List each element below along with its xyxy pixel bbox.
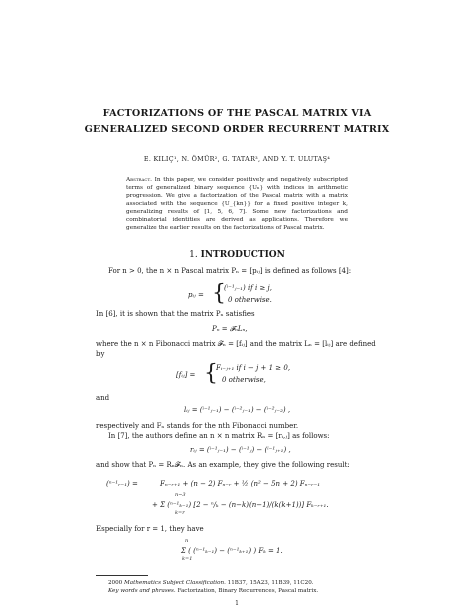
- equation-p-equals-fl: Pₙ = 𝓕ₙLₙ,: [212, 325, 248, 333]
- abstract-label: Abstract.: [126, 177, 153, 183]
- pij-case-2: 0 otherwise.: [228, 296, 272, 304]
- abstract-text: In this paper, we consider positively and negatively subscripted terms of generalized binary sequence {Uₙ} with indices in arithmetic progression. We give a factorization of the Pascal matrix with a matrix associated with the sequence {U_{kn}} for a fixed positive integer k, generalizing results of [1, 5, 6, 7]. Some new factorizations and combinatorial identities are derived as applications. Therefore we generalize the earlier results on the factorizations of Pascal matrix.: [126, 177, 348, 231]
- keywords-label: Key words and phrases.: [108, 588, 176, 594]
- intro-paragraph-7: and show that Pₙ = Rₙ𝓕ₙ. As an example, they give the following result:: [96, 461, 350, 469]
- special-identity: Σ ( (ⁿ⁻¹ₖ₋₁) − (ⁿ⁻¹ₖ₊₁) ) Fₖ = 1.: [181, 547, 283, 555]
- intro-paragraph-3b: by: [96, 350, 105, 358]
- intro-paragraph-1: For n > 0, the n × n Pascal matrix Pₙ = [pᵢⱼ] is defined as follows [4]:: [108, 267, 352, 275]
- result-sum-bottom-limit: k=r: [175, 510, 185, 516]
- equation-rij: rᵢⱼ = (ⁱ⁻¹ⱼ₋₁) − (ⁱ⁻¹ⱼ) − (ⁱ⁻¹ⱼ₊₁) ,: [190, 446, 291, 454]
- result-line-2: + Σ (ⁿ⁻¹ₖ₋₁) [2 − ⁿ/ₖ − (n−k)(n−1)/(k(k+1))] Fₖ₋ᵣ₊₁.: [152, 501, 329, 509]
- paper-title-line-1: FACTORIZATIONS OF THE PASCAL MATRIX VIA: [102, 108, 372, 119]
- page-number: 1: [235, 600, 239, 607]
- fij-case-1: Fᵢ₋ⱼ₊₁ if i − j + 1 ≥ 0,: [216, 364, 291, 372]
- section-number: 1.: [189, 250, 198, 260]
- intro-paragraph-5: respectively and Fₙ stands for the nth Fibonacci number.: [96, 422, 299, 430]
- msc-year: 2000: [108, 580, 123, 586]
- footnote-keywords: [108, 587, 318, 595]
- footnote-rule: [96, 575, 148, 576]
- equation-lij: lᵢⱼ = (ⁱ⁻¹ⱼ₋₁) − (ⁱ⁻²ⱼ₋₁) − (ⁱ⁻²ⱼ₋₂) ,: [184, 406, 291, 414]
- msc-label: Mathematics Subject Classification.: [124, 580, 226, 586]
- fij-case-2: 0 otherwise,: [222, 376, 266, 384]
- pij-lhs: pᵢⱼ =: [188, 291, 204, 299]
- left-brace-icon: {: [212, 281, 226, 306]
- section-heading: [0, 250, 474, 260]
- result-line-1: Fₙ₋ᵣ₊₁ + (n − 2) Fₙ₋ᵣ + ½ (n² − 5n + 2) Fₙ₋ᵣ₋₁: [160, 480, 321, 488]
- author-list: E. KILIÇ¹, N. ÖMÜR², G. TATAR³, AND Y. T. ULUTAŞ⁴: [143, 155, 331, 163]
- footnote-msc: [108, 579, 314, 587]
- paper-title-line-2: GENERALIZED SECOND ORDER RECURRENT MATRIX: [84, 124, 390, 135]
- intro-paragraph-4: and: [96, 394, 110, 402]
- result-sum-top-limit: n−3: [175, 492, 186, 498]
- intro-paragraph-6: In [7], the authors define an n × n matrix Rₙ = [rᵢ,ⱼ] as follows:: [108, 432, 330, 440]
- intro-paragraph-2: In [6], it is shown that the matrix Pₙ satisfies: [96, 310, 255, 318]
- fij-lhs: [fᵢⱼ] =: [176, 371, 196, 379]
- result-lhs: (ⁿ⁻¹ᵣ₋₁) =: [106, 480, 138, 488]
- abstract: [126, 176, 348, 232]
- special-sum-bottom-limit: k=1: [182, 556, 193, 562]
- pij-case-1: (ⁱ⁻¹ⱼ₋₁) if i ≥ j,: [224, 284, 272, 292]
- left-brace-icon: {: [204, 361, 218, 386]
- keywords-text: Factorization, Binary Recurrences, Pascal matrix.: [177, 588, 319, 594]
- msc-codes: 11B37, 15A23, 11B39, 11C20.: [227, 580, 314, 586]
- intro-paragraph-3a: where the n × n Fibonacci matrix 𝓕ₙ = [fᵢⱼ] and the matrix Lₙ = [lᵢⱼ] are defined: [96, 340, 376, 348]
- intro-paragraph-8: Especially for r = 1, they have: [96, 525, 204, 533]
- special-sum-top-limit: n: [185, 538, 189, 544]
- section-title: INTRODUCTION: [200, 250, 285, 260]
